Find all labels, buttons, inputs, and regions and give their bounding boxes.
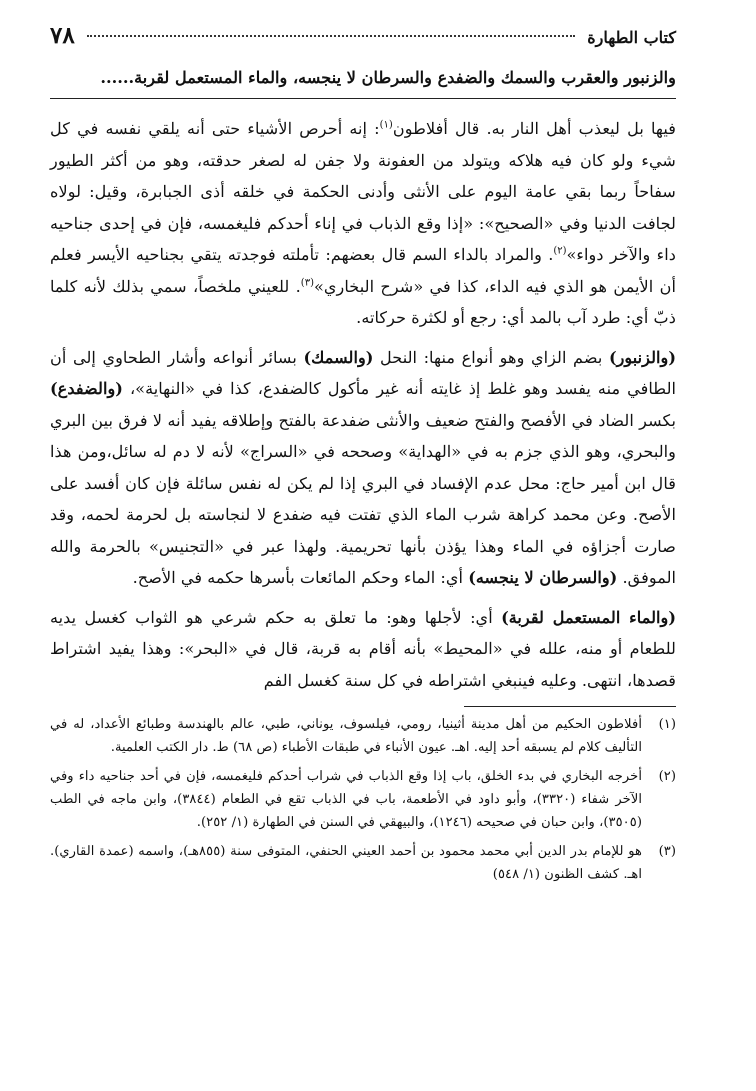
footnotes xyxy=(50,713,676,886)
paragraph-1-segment-3: . والمراد بالداء السم قال بعضهم: تأملته فوجدته يتقي بجناحيه الأيسر فعلم أن الأيمن هو الذي فيه الداء، كذا في «شرح البخاري» xyxy=(50,245,676,296)
paragraph-3 xyxy=(50,602,676,697)
paragraph-3-segment-1: أي: لأجلها وهو: ما تعلق به حكم شرعي هو الثواب كغسل يديه للطعام أو منه، علله في «المحيط» بأنه أقام به قربة، قال في «البحر»: وهذا يفيد اشتراط قصدها، انتهى. وعليه فينبغي اشتراطه في كل سنة كغسل الفم xyxy=(50,607,676,690)
term-zunbur: (والزنبور) xyxy=(608,347,677,367)
footnote-ref-2: (٢) xyxy=(553,245,567,257)
term-saratan: (والسرطان لا ينجسه) xyxy=(468,568,618,587)
paragraph-1-segment-2: : إنه أحرص الأشياء حتى أنه يلقي نفسه في كل شيء ولو كان فيه هلاكه ويتولد من العفونة ولا جفن له لصغر حدقته، وهو من أكثر الطيور سفاحاً ربما بقي عامة اليوم على الأنثى وأدنى الحكمة في خلقه أذى الجبابرة، وقيل: لولاه لجافت الدنيا وفي «الصحيح»: «إذا وقع الذباب في إناء أحدكم فليغمسه، فإن في إحدى جناحيه داء والآخر دواء» xyxy=(50,119,676,264)
footnote-1 xyxy=(50,713,676,759)
page-number: ٧٨ xyxy=(50,22,75,49)
term-musta-mal-water: (والماء المستعمل لقربة) xyxy=(501,607,676,627)
term-samak: (والسمك) xyxy=(303,347,374,367)
paragraph-2-segment-3: بكسر الضاد في الأفصح والفتح ضعيف والأنثى ضفدعة بالفتح وإطلاقه يفيد أنه لا فرق بين البري والبحري، وهو الذي جزم به في «الهداية» وصححه في «السراج» لأنه لا دم له سائل،ومن هذا قال ابن أمير حاج: محل عدم الإفساد في البري إذا لم يكن له نفس سائلة فإن كان أفسد على الأصح. وعن محمد كراهة شرب الماء الذي تفتت فيه ضفدع لا لنجاسته بل لحرمة لحمه، وقد صارت أجزاؤه في الماء وهذا يؤذن بأنها تحريمية. ولهذا عبر في «التجنيس» بالحرمة والله الموفق. xyxy=(50,410,676,587)
paragraph-1-segment-1: فيها بل ليعذب أهل النار به. قال أفلاطون xyxy=(392,119,676,138)
footnote-3-mark: (٣) xyxy=(658,844,676,859)
header-dotted-leader xyxy=(87,35,576,37)
footnote-2-text: أخرجه البخاري في بدء الخلق، باب إذا وقع الذباب في شراب أحدكم فليغمسه، فإن في أحد جناحيه داء وفي الآخر شفاء (٣٣٢٠)، وأبو داود في الأطعمة، باب في الذباب تقع في الطعام (٣٨٤٤)، وابن ماجه في الطب (٣٥٠٥)، وابن حبان في صحيحه (١٢٤٦)، والبيهقي في السنن في الطهارة (١/ ٢٥٢). xyxy=(50,769,643,830)
footnote-2 xyxy=(50,765,676,834)
footnote-3-text: هو للإمام بدر الدين أبي محمد محمود بن أحمد العيني الحنفي، المتوفى سنة (٨٥٥هـ)، واسمه (عمدة القاري). اهـ. كشف الظنون (١/ ٥٤٨) xyxy=(50,844,642,882)
running-header xyxy=(50,22,676,56)
paragraph-1-segment-4: . للعيني ملخصاً، سمي بذلك لأنه كلما ذبّ أي: طرد آب بالمد أي: رجع أو لكثرة حركاته. xyxy=(50,276,676,327)
term-difdaa: (والضفدع) xyxy=(50,379,123,398)
footnote-ref-3: (٣) xyxy=(300,277,314,289)
book-page xyxy=(50,22,676,892)
matn-line: والزنبور والعقرب والسمك والضفدع والسرطان لا ينجسه، والماء المستعمل لقربة...... xyxy=(50,66,676,99)
paragraph-1 xyxy=(50,113,676,334)
commentary-body xyxy=(50,113,676,696)
paragraph-2-segment-1: بضم الزاي وهو أنواع منها: النحل xyxy=(373,347,609,367)
footnote-1-text: أفلاطون الحكيم من أهل مدينة أثينيا، رومي، فيلسوف، يوناني، طبي، عالم بالهندسة وطبائع الأعداد، له في التأليف كلام لم يسبقه أحد إليه. اهـ. عيون الأنباء في طبقات الأطباء (ص ٦٨) ط. دار الكتب العلمية. xyxy=(50,717,642,755)
footnote-3 xyxy=(50,840,676,886)
book-title: كتاب الطهارة xyxy=(587,28,676,47)
footnote-separator xyxy=(464,706,676,707)
footnote-ref-1: (١) xyxy=(379,119,393,131)
footnote-1-mark: (١) xyxy=(658,717,676,732)
paragraph-2-segment-2: بسائر أنواعه وأشار الطحاوي إلى أن الطافي منه يفسد وهو غلط إذ غايته أنه غير مأكول كالضفدع، كذا في «النهاية»، xyxy=(50,347,676,398)
paragraph-2-segment-4: أي: الماء وحكم المائعات بأسرها حكمه في الأصح. xyxy=(132,568,469,587)
paragraph-2 xyxy=(50,342,676,594)
footnote-2-mark: (٢) xyxy=(658,769,676,784)
